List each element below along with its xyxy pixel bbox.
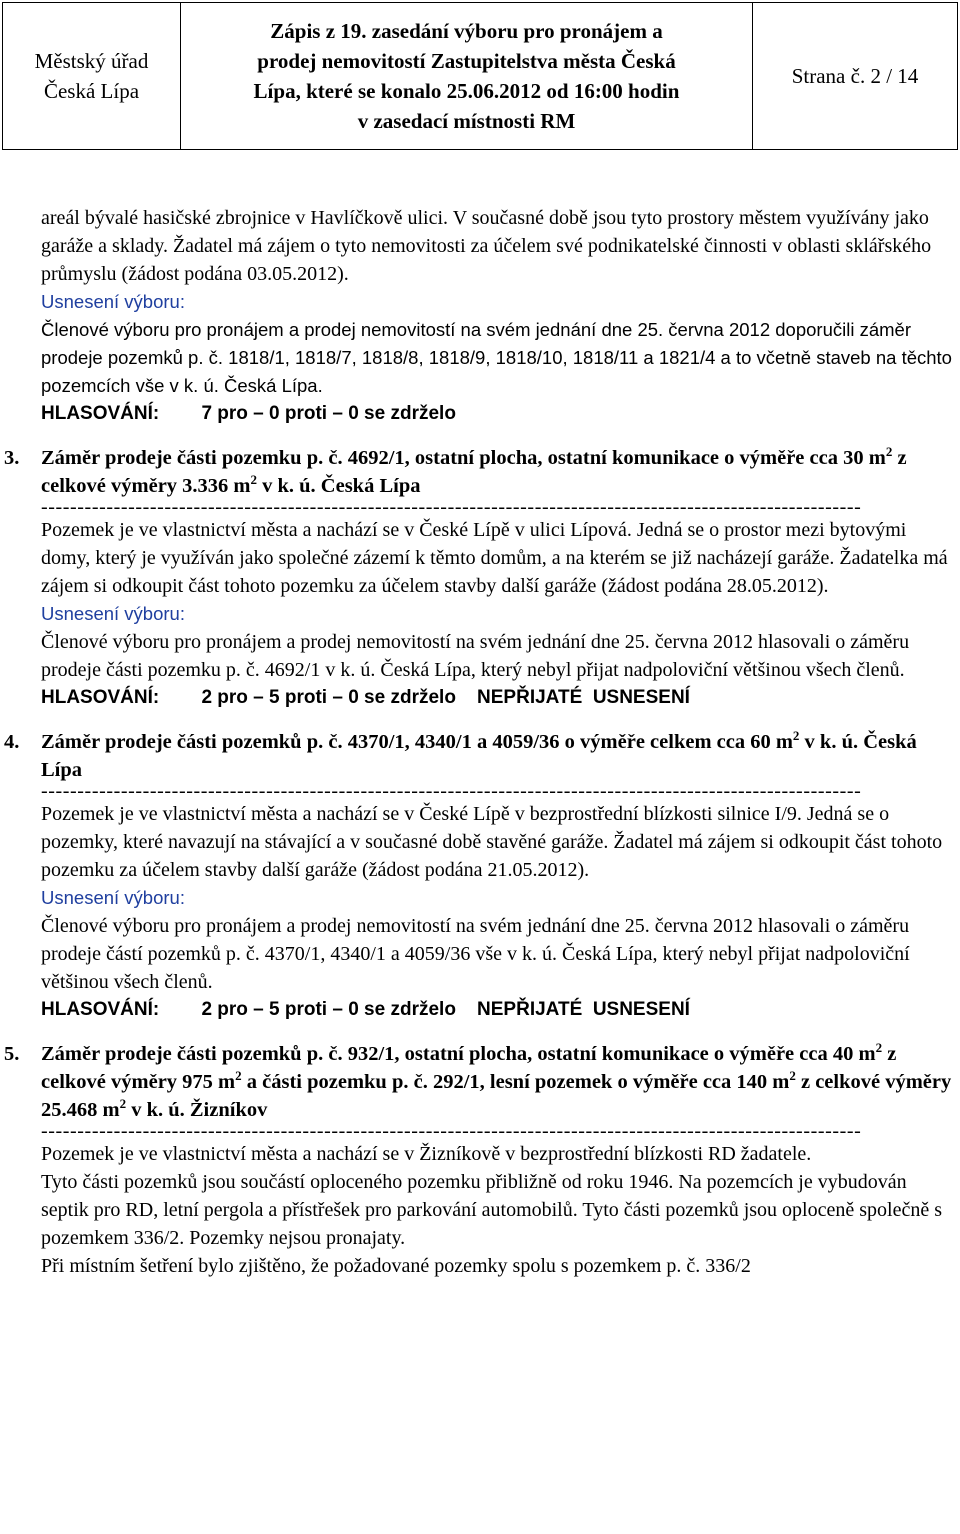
separator-line: -----------------------------------------------------------------------------------------------------------------	[41, 784, 862, 800]
item-4-description: Pozemek je ve vlastnictví města a nachází se v České Lípě v bezprostřední blízkosti silnice I/9. Jedná se o pozemky, které navazují na stávající a v současné době stavěné garáže. Žadatel má zájem si odkoupit část tohoto pozemku za účelem stavby další garáže (žádost podána 21.05.2012).	[41, 803, 943, 881]
superscript: 2	[250, 472, 257, 488]
office-line1: Městský úřad	[34, 49, 149, 73]
document-header	[2, 2, 958, 150]
title-part: z celkové výměry 25.468 m	[41, 1071, 952, 1121]
title-line1: Zápis z 19. zasedání výboru pro pronájem a	[270, 19, 663, 43]
vote-line: HLASOVÁNÍ: 7 pro – 0 proti – 0 se zdrželo	[41, 403, 456, 424]
resolution-label: Usnesení výboru:	[41, 291, 185, 312]
superscript: 2	[885, 444, 893, 460]
intro-text: areál bývalé hasičské zbrojnice v Havlíčkově ulici. V současné době jsou tyto prostory městem využívány jako garáže a sklady. Žadatel má zájem o tyto nemovitosti za účelem své podnikatelské činnosti v oblasti sklářského průmyslu (žádost podána 03.05.2012).	[41, 207, 932, 285]
superscript: 2	[789, 1068, 796, 1084]
title-part: z celkové výměry 3.336 m	[41, 447, 907, 497]
item-number: 5.	[4, 1043, 20, 1065]
item-3-description: Pozemek je ve vlastnictví města a nachází se v České Lípě v ulici Lípová. Jedná se o prostor mezi bytovými domy, který je využíván jako společné zázemí k těmto domům, a na kterém se již nacházejí garáže. Žadatelka má zájem si odkoupit část tohoto pozemku za účelem stavby další garáže (žádost podána 28.05.2012).	[41, 519, 948, 597]
separator-line: -----------------------------------------------------------------------------------------------------------------	[41, 1124, 862, 1140]
item-3-resolution: Členové výboru pro pronájem a prodej nemovitostí na svém jednání dne 25. června 2012 hlasovali o záměru prodeje části pozemku p. č. 4692/1 v k. ú. Česká Lípa, který nebyl přijat nadpoloviční většinou všech členů.	[41, 631, 910, 681]
title-part: z celkové výměry 975 m	[41, 1043, 897, 1093]
item-5-description-3: Při místním šetření bylo zjištěno, že požadované pozemky spolu s pozemkem p. č. 336/2	[41, 1255, 751, 1277]
vote-line: HLASOVÁNÍ: 2 pro – 5 proti – 0 se zdrželo NEPŘIJATÉ USNESENÍ	[41, 999, 690, 1020]
title-part: Záměr prodeje části pozemků p. č. 4370/1, 4340/1 a 4059/36 o výměře celkem cca 60 m	[41, 731, 793, 753]
superscript: 2	[119, 1096, 127, 1112]
superscript: 2	[792, 728, 800, 744]
item-5-description-2: Tyto části pozemků jsou součástí oploceného pozemku přibližně od roku 1946. Na pozemcích je vybudován septik pro RD, letní pergola a přístřešek pro parkování automobilů. Tyto části pozemků jsou oploceně společně s pozemkem 336/2. Pozemky nejsou pronajaty.	[41, 1171, 942, 1249]
document-title	[181, 3, 753, 149]
item-4-resolution: Členové výboru pro pronájem a prodej nemovitostí na svém jednání dne 25. června 2012 hlasovali o záměru prodeje částí pozemků p. č. 4370/1, 4340/1 a 4059/36 vše v k. ú. Česká Lípa, který nebyl přijat nadpoloviční většinou všech členů.	[41, 915, 910, 993]
title-part: Záměr prodeje části pozemků p. č. 932/1, ostatní plocha, ostatní komunikace o výměře cca 40 m	[41, 1043, 876, 1065]
title-line2: prodej nemovitostí Zastupitelstva města Česká	[257, 49, 676, 73]
item-number: 3.	[4, 447, 20, 469]
title-part: Záměr prodeje části pozemku p. č. 4692/1, ostatní plocha, ostatní komunikace o výměře cca 30 m	[41, 447, 886, 469]
resolution-text: Členové výboru pro pronájem a prodej nemovitostí na svém jednání dne 25. června 2012 doporučili záměr prodeje pozemků p. č. 1818/1, 1818/7, 1818/8, 1818/9, 1818/10, 1818/11 a 1821/4 a to včetně staveb na těchto pozemcích vše v k. ú. Česká Lípa.	[41, 319, 952, 396]
superscript: 2	[875, 1040, 883, 1056]
item-5-title	[4, 1040, 956, 1124]
title-line4: v zasedací místnosti RM	[357, 109, 576, 133]
title-part: v k. ú. Česká Lípa	[257, 475, 421, 497]
title-part: a části pozemku p. č. 292/1, lesní pozemek o výměře cca 140 m	[241, 1071, 790, 1093]
office-line2: Česká Lípa	[43, 79, 140, 103]
vote-line: HLASOVÁNÍ: 2 pro – 5 proti – 0 se zdrželo NEPŘIJATÉ USNESENÍ	[41, 687, 690, 708]
title-line3: Lípa, které se konalo 25.06.2012 od 16:00 hodin	[253, 79, 680, 103]
title-part: v k. ú. Česká Lípa	[41, 731, 917, 781]
superscript: 2	[235, 1068, 242, 1084]
item-3-title	[4, 444, 956, 500]
resolution-label: Usnesení výboru:	[41, 887, 185, 908]
item-number: 4.	[4, 731, 20, 753]
title-part: v k. ú. Žizníkov	[126, 1099, 268, 1121]
document-body	[4, 204, 956, 1280]
page-number: Strana č. 2 / 14	[791, 63, 919, 88]
office-name	[3, 3, 181, 149]
separator-line: -----------------------------------------------------------------------------------------------------------------	[41, 500, 862, 516]
item-5-description: Pozemek je ve vlastnictví města a nachází se v Žizníkově v bezprostřední blízkosti RD žadatele.	[41, 1143, 812, 1165]
item-4-title	[4, 728, 956, 784]
resolution-label: Usnesení výboru:	[41, 603, 185, 624]
